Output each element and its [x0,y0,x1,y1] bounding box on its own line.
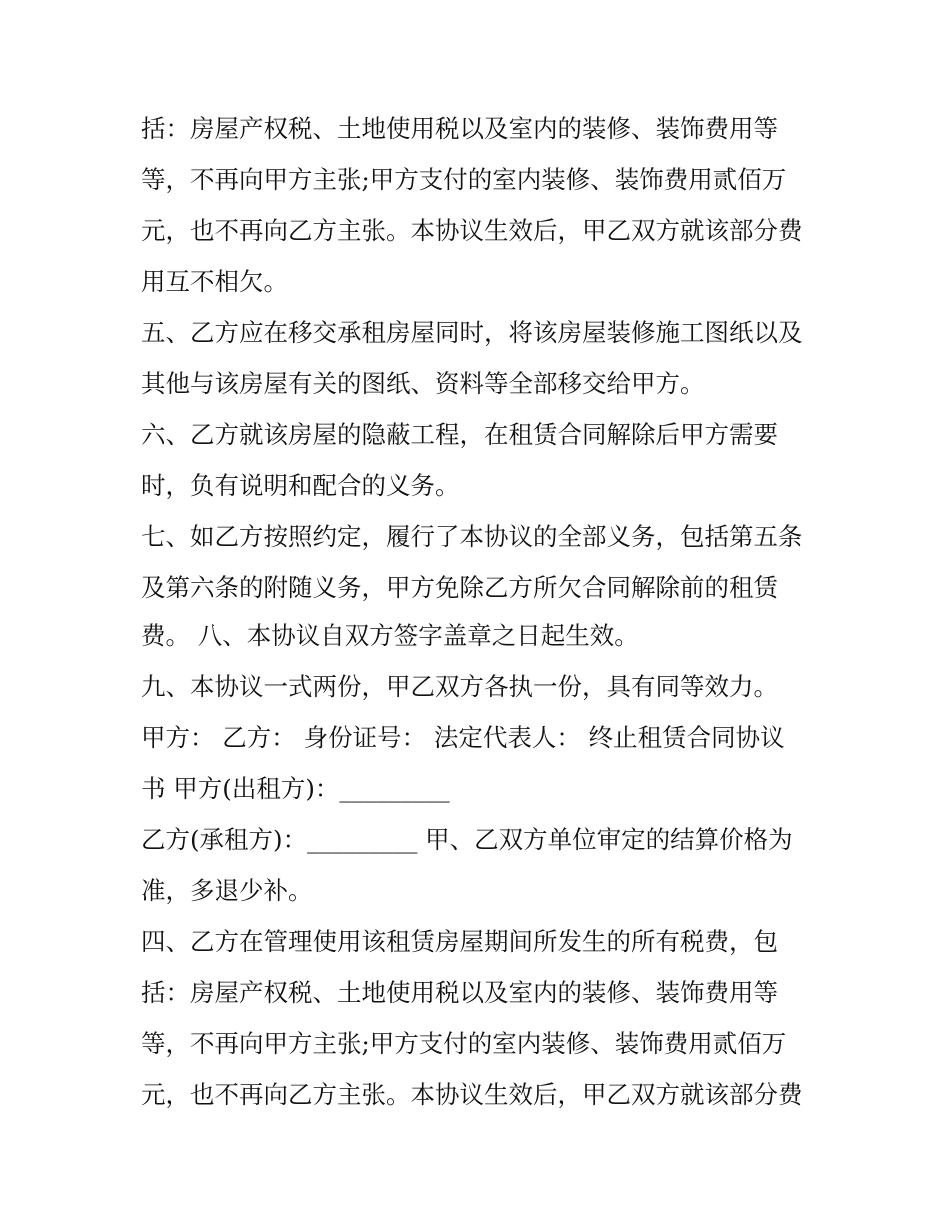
text-line: 书 甲方(出租方)：_________ [141,774,450,803]
text-line: 括：房屋产权税、土地使用税以及室内的装修、装饰费用等 [141,978,778,1007]
text-line: 用互不相欠。 [141,267,288,296]
text-line: 等，不再向甲方主张;甲方支付的室内装修、装饰费用贰佰万 [141,1029,787,1058]
text-line: 元，也不再向乙方主张。本协议生效后，甲乙双方就该部分费 [141,216,803,245]
text-line: 等，不再向甲方主张;甲方支付的室内装修、装饰费用贰佰万 [141,165,787,194]
text-line: 五、乙方应在移交承租房屋同时，将该房屋装修施工图纸以及 [141,318,803,347]
text-line: 六、乙方就该房屋的隐蔽工程，在租赁合同解除后甲方需要 [141,420,778,449]
text-line: 时，负有说明和配合的义务。 [141,471,460,500]
text-line: 费。 八、本协议自双方签字盖章之日起生效。 [141,621,639,650]
text-line: 乙方(承租方)：_________ 甲、乙双方单位审定的结算价格为 [141,825,793,854]
text-line: 九、本协议一式两份，甲乙双方各执一份，具有同等效力。 [141,672,778,701]
text-line: 甲方： 乙方： 身份证号： 法定代表人： 终止租赁合同协议 [141,723,785,752]
text-line: 及第六条的附随义务，甲方免除乙方所欠合同解除前的租赁 [141,573,778,602]
text-line: 元，也不再向乙方主张。本协议生效后，甲乙双方就该部分费 [141,1080,803,1109]
text-line: 七、如乙方按照约定，履行了本协议的全部义务，包括第五条 [141,522,803,551]
text-line: 准，多退少补。 [141,876,313,905]
text-line: 括：房屋产权税、土地使用税以及室内的装修、装饰费用等 [141,114,778,143]
text-line: 其他与该房屋有关的图纸、资料等全部移交给甲方。 [141,369,705,398]
text-line: 四、乙方在管理使用该租赁房屋期间所发生的所有税费，包 [141,927,778,956]
